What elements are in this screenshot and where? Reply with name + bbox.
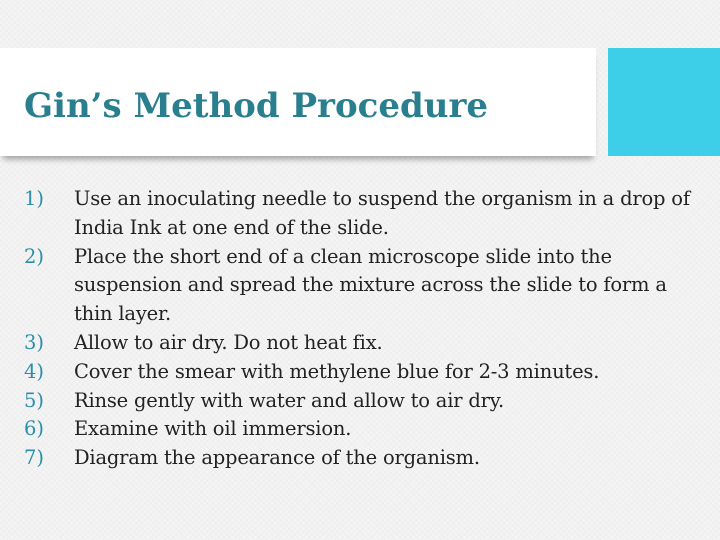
step-number: 2) <box>24 244 45 268</box>
list-item-step-3 <box>24 329 704 358</box>
step-text: Rinse gently with water and allow to air dry. <box>74 388 505 412</box>
step-text: Place the short end of a clean microscope slide into the suspension and spread the mixture across the slide to form a thin layer. <box>74 244 667 326</box>
step-text: Allow to air dry. Do not heat fix. <box>74 330 383 354</box>
accent-block <box>608 48 720 156</box>
slide-title: Gin’s Method Procedure <box>24 86 488 126</box>
list-item-step-6 <box>24 415 704 444</box>
step-text: Examine with oil immersion. <box>74 417 352 441</box>
list-item-step-7 <box>24 444 704 473</box>
list-item-step-4 <box>24 358 704 387</box>
step-number: 3) <box>24 330 45 354</box>
list-item-step-1 <box>24 185 704 243</box>
step-text: Use an inoculating needle to suspend the organism in a drop of India Ink at one end of the slide. <box>74 187 690 239</box>
step-number: 7) <box>24 446 45 470</box>
list-item-step-5 <box>24 387 704 416</box>
step-number: 1) <box>24 187 45 210</box>
step-number: 4) <box>24 359 45 383</box>
step-number: 5) <box>24 388 45 412</box>
procedure-list <box>24 185 704 473</box>
step-number: 6) <box>24 417 45 441</box>
step-text: Diagram the appearance of the organism. <box>74 446 480 470</box>
list-item-step-2 <box>24 243 704 329</box>
step-text: Cover the smear with methylene blue for 2-3 minutes. <box>74 359 600 383</box>
